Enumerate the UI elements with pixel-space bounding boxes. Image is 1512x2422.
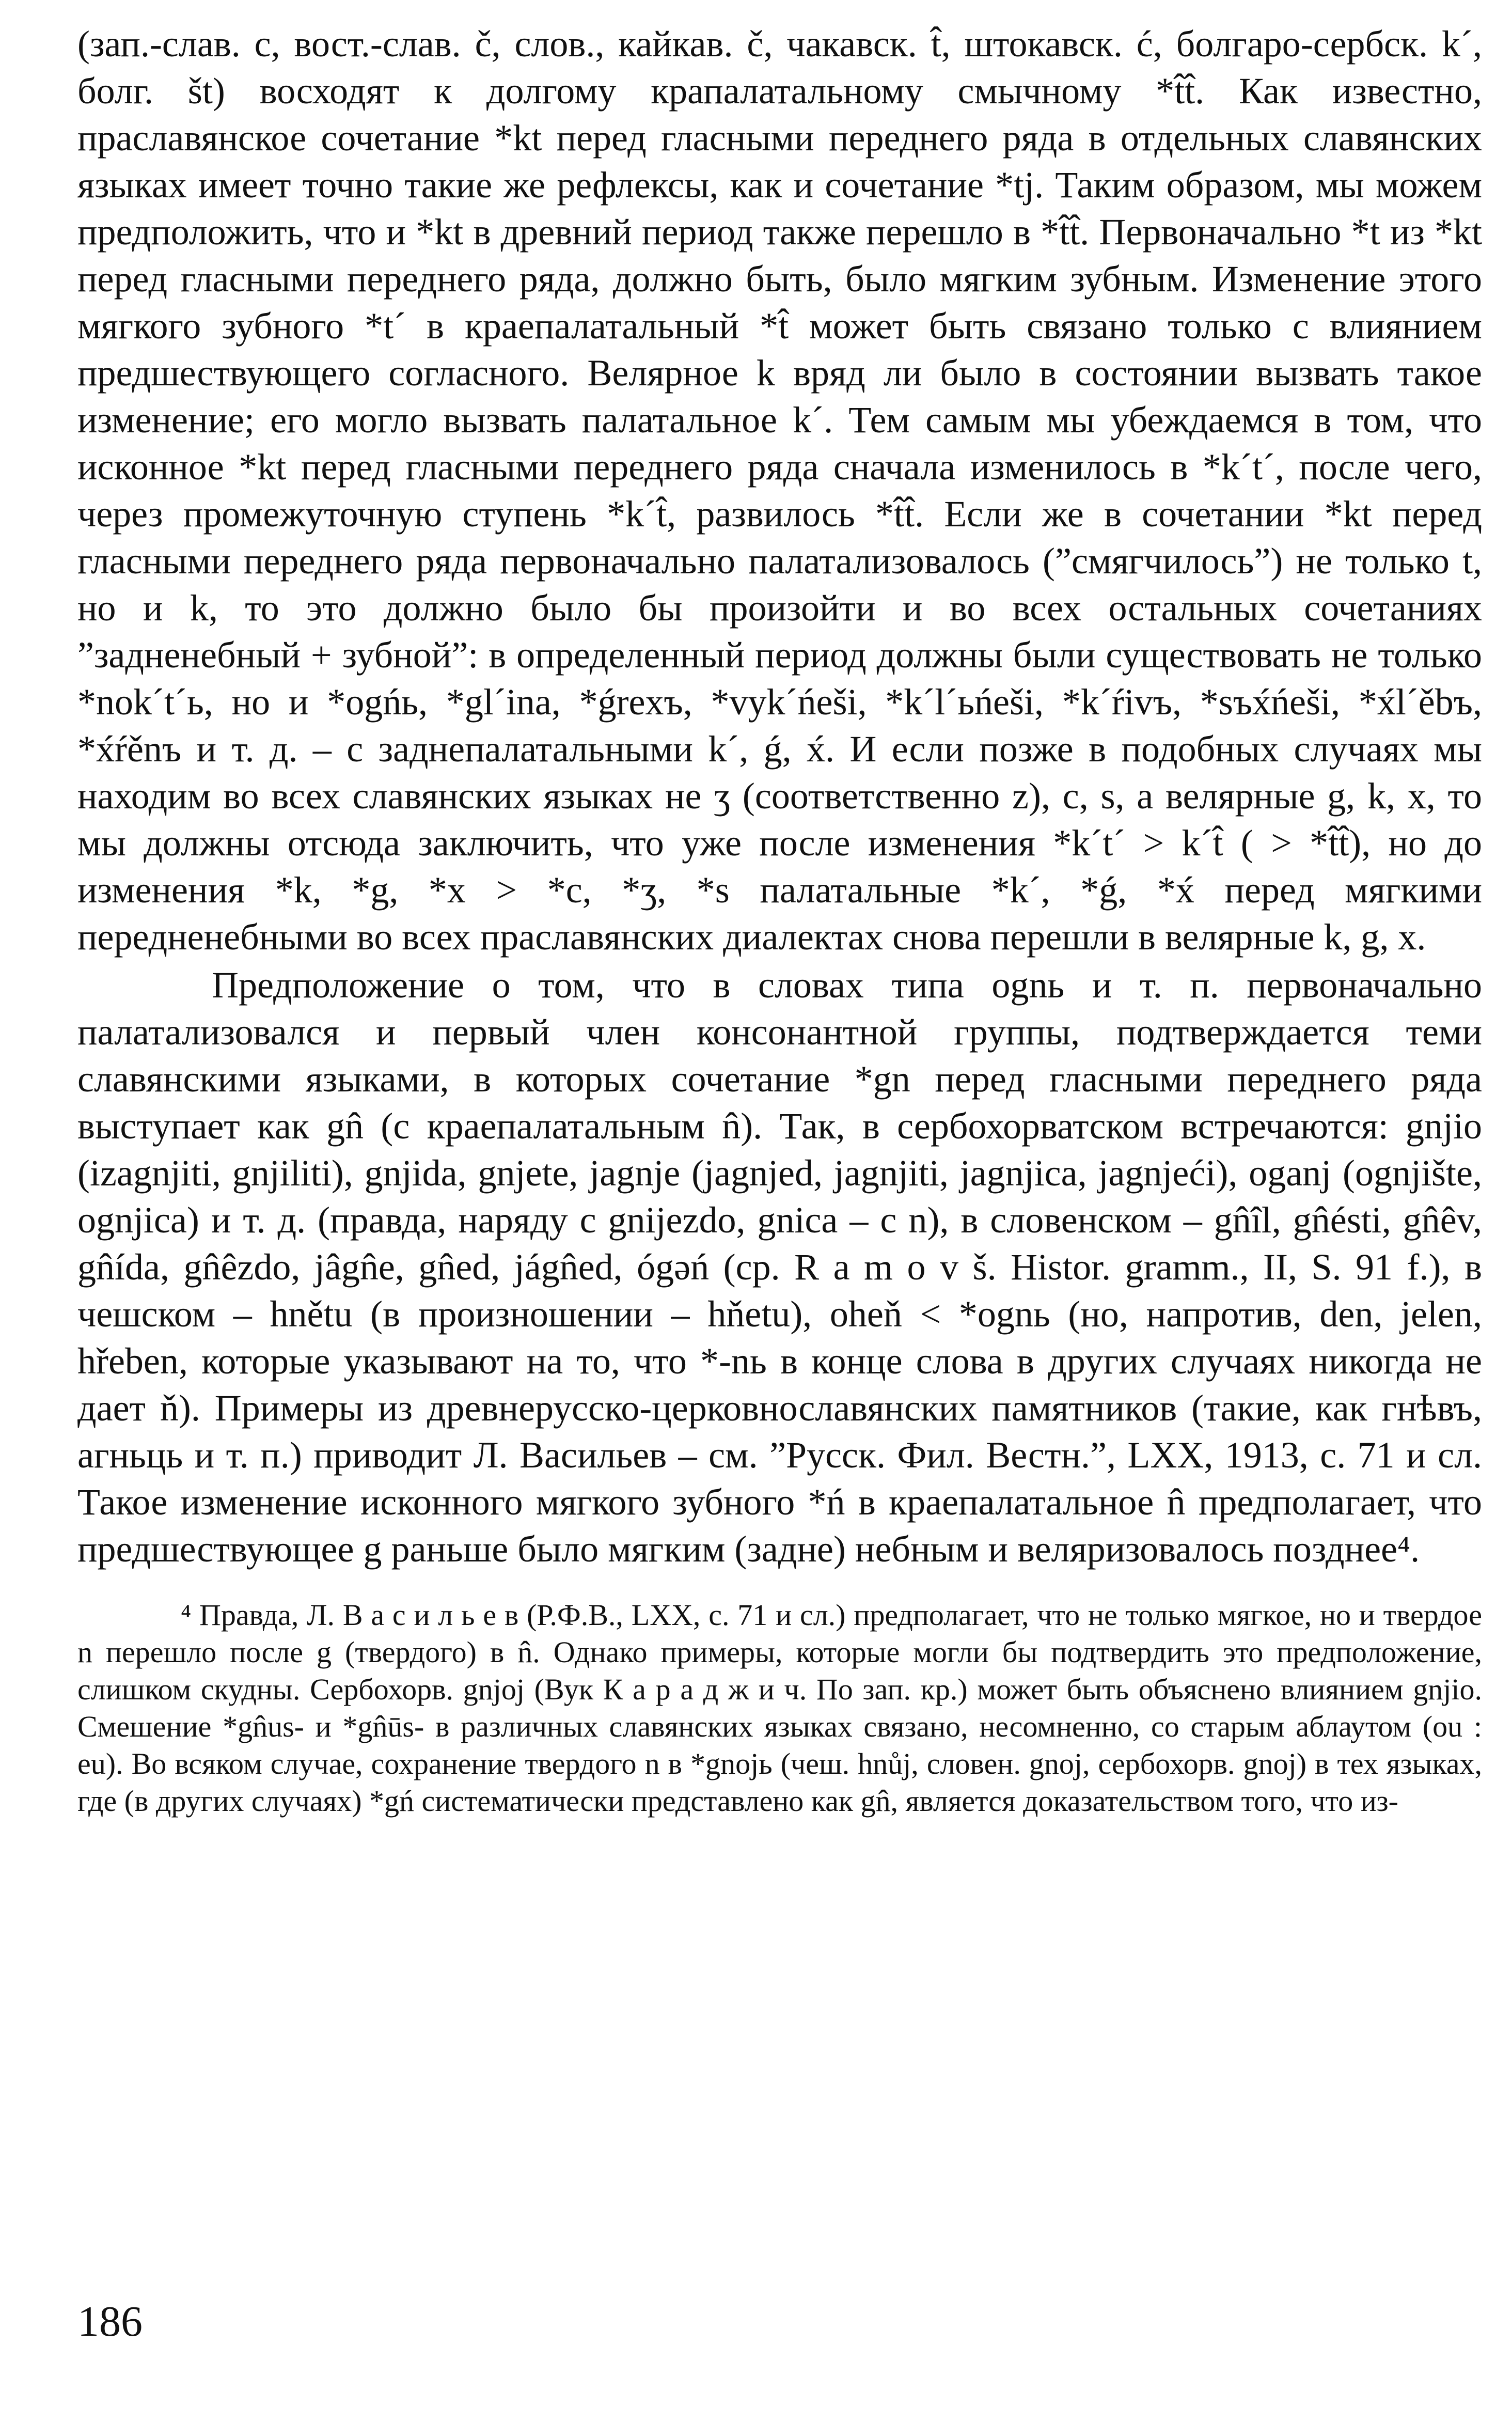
- paragraph-1: (зап.-слав. c, вост.-слав. č, слов., кайкав. č, чакавск. t̂, штокавск. ć, болгаро-сербск. k´, болг. št) восходят к долгому крапалатальному смычному *t̂t̂. Как известно, праславянское сочетание *kt перед гласными переднего ряда в отдельных славянских языках имеет точно такие же рефлексы, как и сочетание *tj. Таким образом, мы можем предположить, что и *kt в древний период также перешло в *t̂t̂. Первоначально *t из *kt перед гласными переднего ряда, должно быть, было мягким зубным. Изменение этого мягкого зубного *t´ в краепалатальный *t̂ может быть связано только с влиянием предшествующего согласного. Велярное k вряд ли было в состоянии вызвать такое изменение; его могло вызвать палатальное k´. Тем самым мы убеждаемся в том, что исконное *kt перед гласными переднего ряда сначала изменилось в *k´t´, после чего, через промежуточную ступень *k´t̂, развилось *t̂t̂. Если же в сочетании *kt перед гласными переднего ряда первоначально палатализовалось (”смягчилось”) не только t, но и k, то это должно было бы произойти и во всех остальных сочетаниях ”задненебный + зубной”: в определенный период должны были существовать не только *nok´t´ь, но и *ogńь, *gl´ina, *ǵrexъ, *vyk´ńeši, *k´l´ьńeši, *k´ŕivъ, *sъx́ńeši, *x́l´ěbъ, *x́ŕěnъ и т. д. – с заднепалатальными k´, ǵ, x́. И если позже в подобных случаях мы находим во всех славянских языках не ʒ (соответственно z), c, s, а велярные g, k, x, то мы должны отсюда заключить, что уже после изменения *k´t´ > k´t̂ ( > *t̂t̂), но до изменения *k, *g, *x > *c, *ʒ, *s палатальные *k´, *ǵ, *x́ перед мягкими передненебными во всех праславянских диалектах снова перешли в велярные k, g, x.: [77, 23, 1483, 958]
- main-text: [77, 21, 1482, 1573]
- paragraph-2: Предположение о том, что в словах типа ognь и т. п. первоначально палатализовался и первый член консонантной группы, подтверждается теми славянскими языками, в которых сочетание *gn перед гласными переднего ряда выступает как gn̂ (с краепалатальным n̂). Так, в сербохорватском встречаются: gnjio (izagnjiti, gnjiliti), gnjida, gnjete, jagnje (jagnjed, jagnjiti, jagnjica, jagnjeći), oganj (ognjište, ognjica) и т. д. (правда, наряду с gnijezdo, gnica – с n), в словенском – gn̂îl, gn̂ésti, gn̂êv, gn̂ída, gn̂êzdo, jâgn̂e, gn̂ed, jágn̂ed, ógəń (ср. R a m o v š. Histor. gramm., II, S. 91 f.), в чешском – hnětu (в произношении – hňetu), oheň < *ognь (но, напротив, den, jelen, hřeben, которые указывают на то, что *-nь в конце слова в других случаях никогда не дает ň). Примеры из древнерусско-церковнославянских памятников (такие, как гнѣвъ, агньць и т. п.) приводит Л. Васильев – см. ”Русск. Фил. Вестн.”, LXX, 1913, с. 71 и сл. Такое изменение исконного мягкого зубного *ń в краепалатальное n̂ предполагает, что предшествующее g раньше было мягким (задне) небным и веляризовалось позднее⁴.: [77, 964, 1482, 1570]
- page-number: 186: [77, 2298, 143, 2346]
- page: [77, 21, 1482, 1850]
- footnote-4: ⁴ Правда, Л. В а с и л ь е в (Р.Ф.В., LXX, с. 71 и сл.) предполагает, что не только мягкое, но и твердое n перешло после g (твердого) в n̂. Однако примеры, которые могли бы подтвердить это предположение, слишком скудны. Сербохорв. gnjoj (Вук К а р а д ж и ч. По зап. кр.) может быть объяснено влиянием gnjio. Смешение *gn̂us- и *gn̂ūs- в различных славянских языках связано, несомненно, со старым аблаутом (ou : eu). Во всяком случае, сохранение твердого n в *gnojь (чеш. hnůj, словен. gnoj, сербохорв. gnoj) в тех языках, где (в других случаях) *gń систематически представлено как gn̂, является доказательством того, что из-: [77, 1598, 1482, 1818]
